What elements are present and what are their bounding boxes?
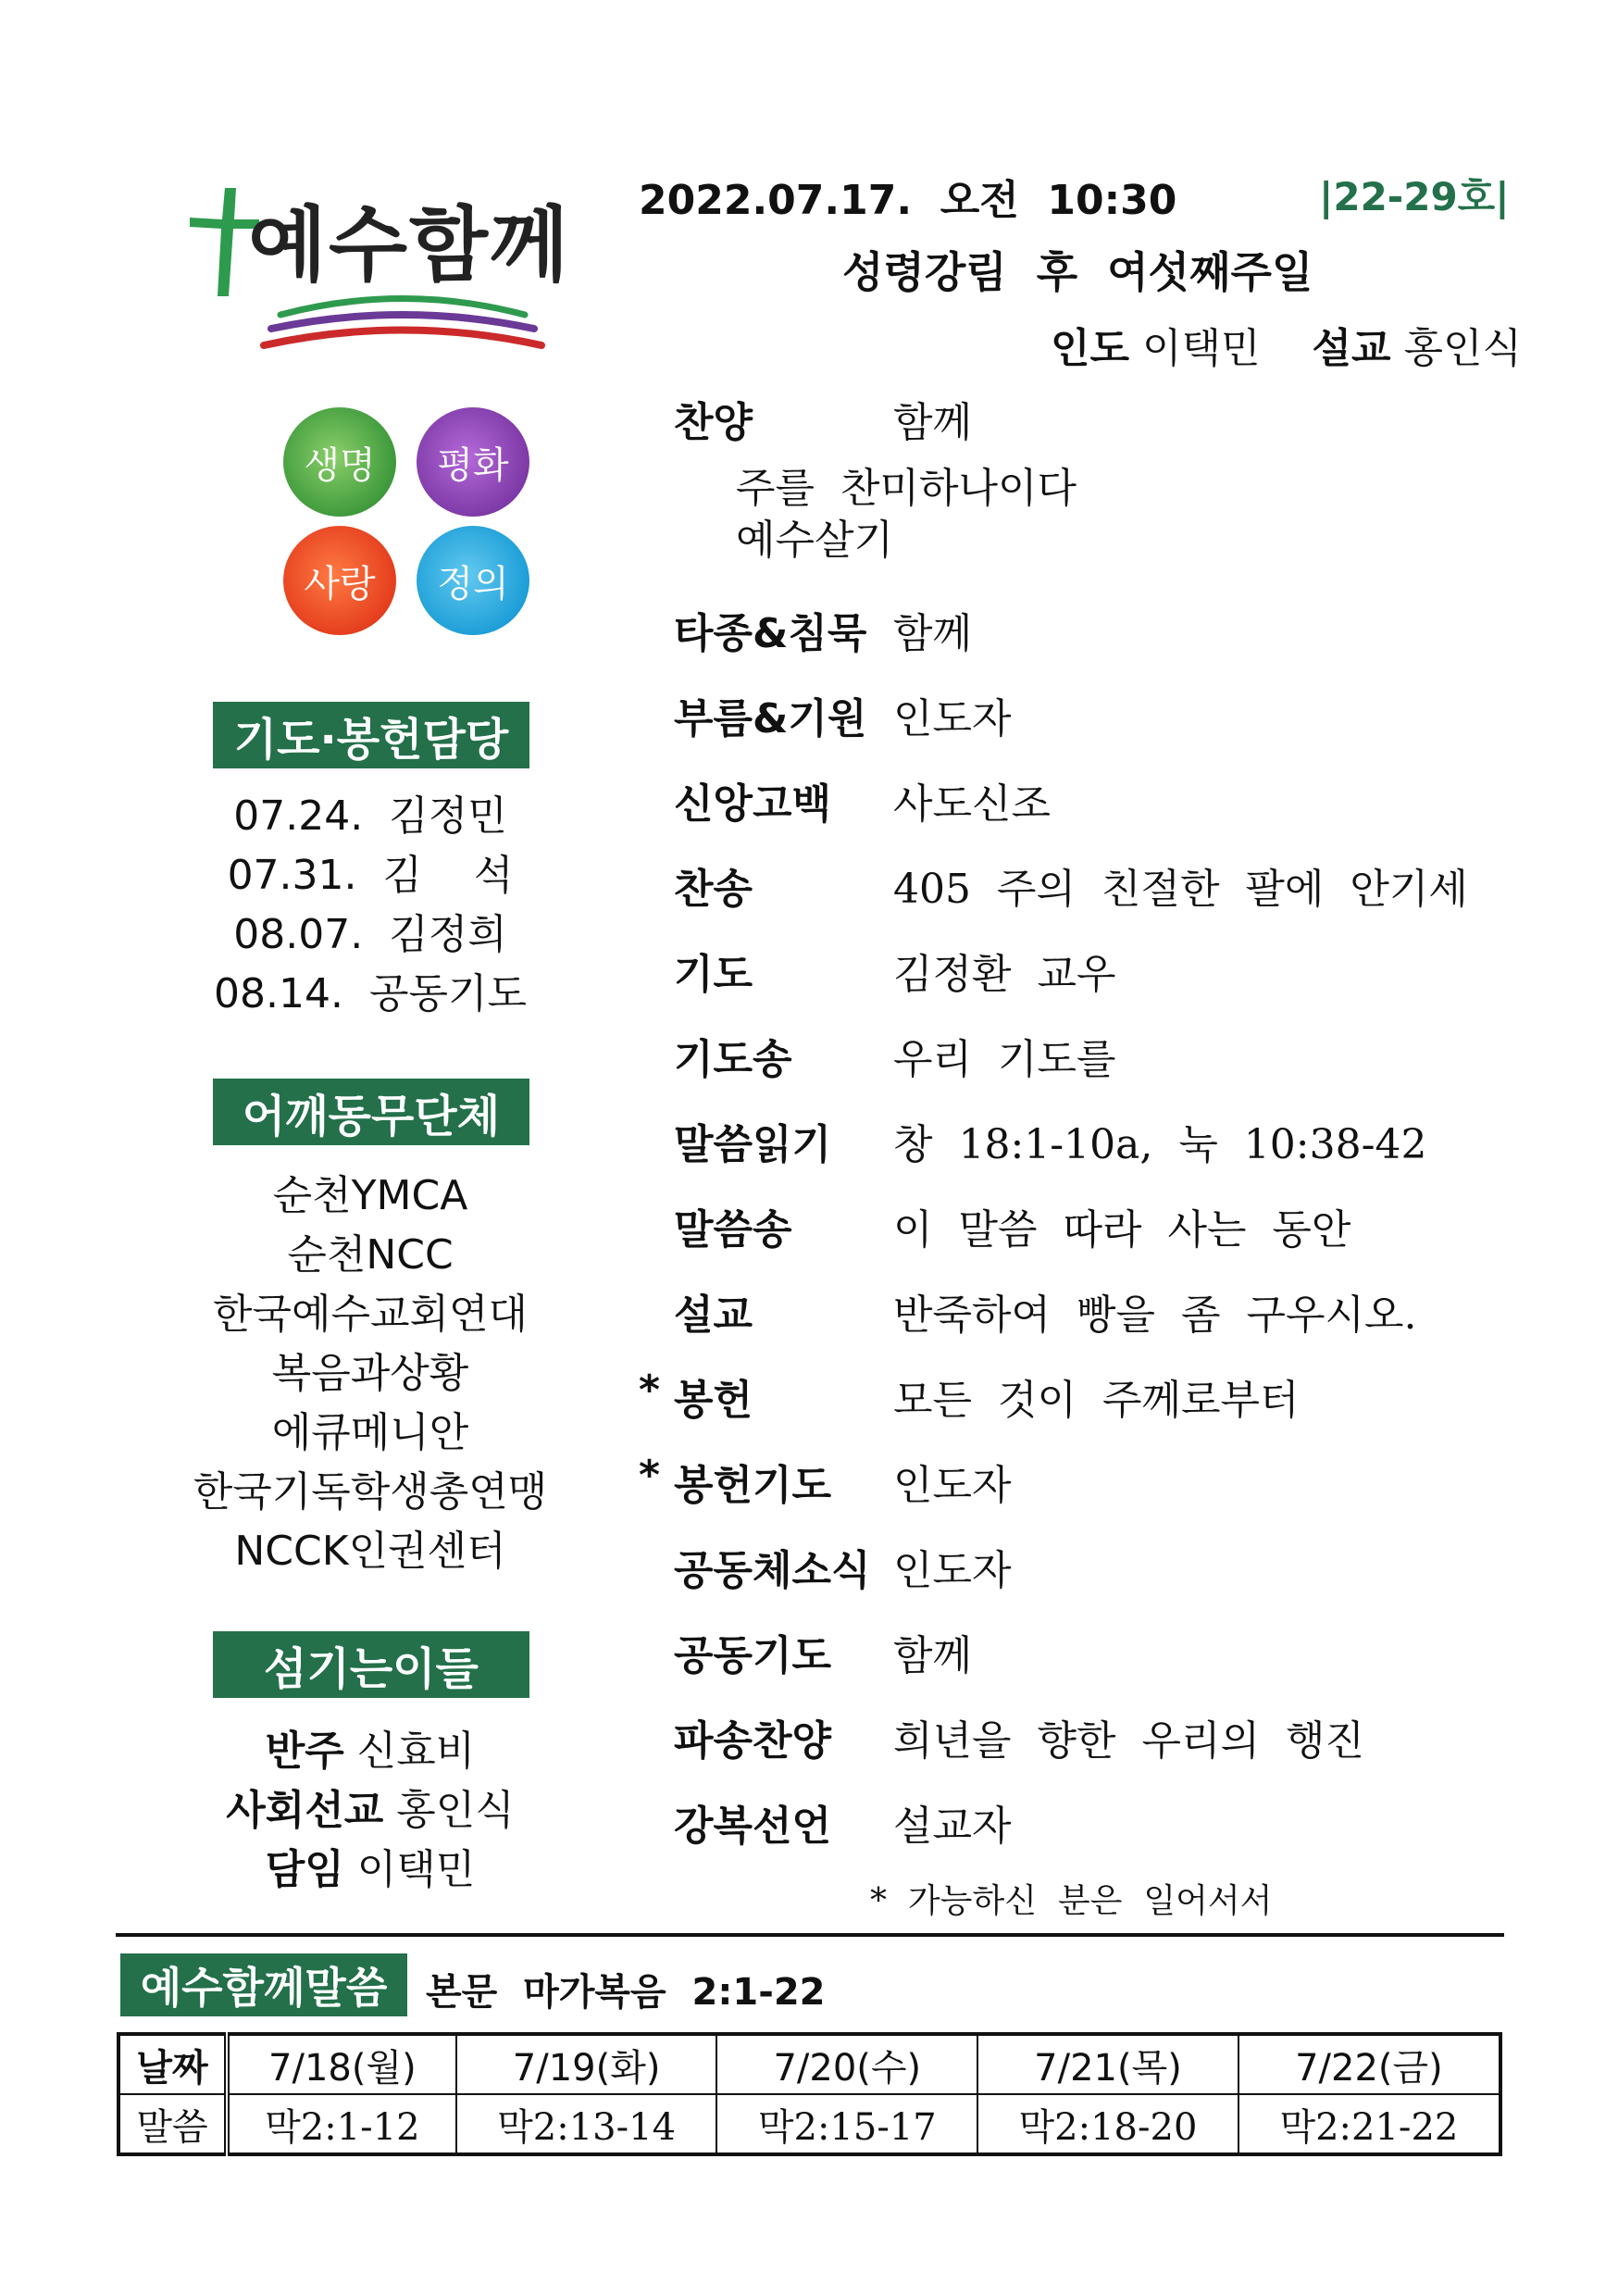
prayer-duty-item: 08.07. 김정희	[233, 911, 507, 958]
worship-row	[639, 600, 1490, 655]
worship-item-value: 인도자	[893, 695, 1012, 742]
date-cell: 7/22(금)	[1238, 2034, 1500, 2094]
worship-item-label: 기도	[674, 951, 753, 998]
worship-row	[639, 941, 1490, 996]
worship-item-label: 신앙고백	[674, 780, 832, 828]
servers-header: 섬기는이들	[213, 1631, 529, 1698]
worship-item-label: 부름&기원	[674, 695, 867, 742]
value-justice-badge: 정의	[417, 526, 529, 635]
preacher-name: 홍인식	[1403, 325, 1523, 372]
value-life-badge: 생명	[283, 407, 396, 517]
worship-item-label: 말씀송	[674, 1206, 792, 1254]
stand-note: * 가능하신 분은 일어서서	[870, 1882, 1273, 1920]
worship-item-value: 405 주의 친절한 팔에 안기세	[893, 866, 1468, 913]
worship-row	[639, 1026, 1490, 1081]
worship-row	[639, 1111, 1490, 1167]
worship-row	[639, 1792, 1490, 1848]
worship-row	[639, 1707, 1490, 1763]
standing-mark: *	[639, 1452, 661, 1499]
service-date-time: 2022.07.17. 오전 10:30	[639, 177, 1177, 224]
worship-item-label: 기도송	[674, 1036, 792, 1083]
worship-row	[639, 1281, 1490, 1337]
worship-item-value: 사도신조	[893, 780, 1052, 828]
worship-item-value: 함께	[893, 1632, 973, 1679]
arc-red	[264, 331, 541, 346]
worship-item-value: 모든 것이 주께로부터	[893, 1377, 1300, 1424]
worship-item-value: 우리 기도를	[893, 1036, 1116, 1083]
server-role: 반주	[265, 1728, 344, 1775]
worship-item-label: 봉헌	[674, 1377, 753, 1424]
partner-org-item: 에큐메니안	[271, 1409, 469, 1456]
date-cell: 7/19(화)	[456, 2034, 717, 2094]
passage-cell: 막2:13-14	[456, 2094, 717, 2154]
praise-song-item: 주를 찬미하나이다	[736, 465, 1077, 512]
daily-word-text-ref: 마가복음 2:1-22	[523, 1971, 826, 2014]
partner-org-item: NCCK인권센터	[234, 1528, 506, 1575]
worship-row	[639, 770, 1490, 826]
daily-word-header: 예수함께말씀	[120, 1953, 407, 2016]
sunday-title: 성령강림 후 여섯째주일	[842, 247, 1313, 297]
worship-item-value: 인도자	[893, 1547, 1012, 1594]
table-row	[118, 2094, 1500, 2154]
server-item	[139, 1722, 602, 1781]
worship-row	[639, 1452, 1490, 1507]
partner-org-item: 순천YMCA	[272, 1172, 468, 1219]
service-leaders	[1051, 315, 1522, 374]
worship-row	[639, 1622, 1490, 1678]
partner-org-item: 한국기독학생총연맹	[193, 1468, 548, 1516]
table-row	[118, 2034, 1500, 2094]
server-role: 사회선교	[226, 1787, 384, 1834]
worship-item-value: 함께	[893, 610, 973, 657]
prayer-duty-header: 기도·봉헌담당	[213, 702, 529, 768]
passage-cell: 막2:21-22	[1238, 2094, 1500, 2154]
prayer-duty-list	[139, 787, 602, 1024]
row-header-date: 날짜	[118, 2034, 227, 2094]
logo-text: 예수함께	[248, 197, 571, 293]
value-love-badge: 사랑	[283, 526, 396, 635]
daily-word-text	[426, 1963, 825, 2015]
worship-row	[639, 685, 1490, 741]
partner-org-item: 복음과상황	[271, 1350, 469, 1397]
worship-row	[639, 1366, 1490, 1422]
worship-item-label: 타종&침묵	[674, 610, 867, 657]
prayer-duty-item: 08.14. 공동기도	[214, 970, 527, 1017]
value-peace-badge: 평화	[417, 407, 529, 517]
worship-item-value: 이 말씀 따라 사는 동안	[893, 1206, 1351, 1254]
passage-cell: 막2:1-12	[227, 2094, 456, 2154]
worship-item-value: 반죽하여 빵을 좀 구우시오.	[893, 1292, 1417, 1339]
servers-list	[139, 1722, 602, 1900]
leader-name: 이택민	[1142, 325, 1261, 372]
server-name: 신효비	[356, 1728, 476, 1775]
daily-word-text-label: 본문	[426, 1971, 498, 2014]
date-cell: 7/20(수)	[716, 2034, 977, 2094]
issue-number: |22-29호|	[1319, 174, 1510, 219]
partner-org-item: 한국예수교회연대	[212, 1291, 529, 1338]
worship-row	[639, 389, 1490, 444]
prayer-duty-item: 07.31. 김 석	[227, 852, 514, 899]
server-item	[139, 1841, 602, 1900]
worship-item-value: 창 18:1-10a, 눅 10:38-42	[893, 1121, 1427, 1168]
worship-item-label: 설교	[674, 1292, 753, 1339]
worship-row	[639, 1537, 1490, 1592]
worship-item-label: 찬양	[674, 399, 753, 446]
server-name: 이택민	[356, 1846, 476, 1893]
worship-item-label: 공동기도	[674, 1632, 832, 1679]
worship-row	[639, 1196, 1490, 1252]
partner-orgs-list	[139, 1167, 602, 1581]
preacher-label: 설교	[1312, 325, 1391, 372]
partner-orgs-header: 어깨동무단체	[213, 1079, 529, 1145]
praise-song-item: 예수살기	[736, 517, 894, 564]
row-header-word: 말씀	[118, 2094, 227, 2154]
worship-row	[639, 855, 1490, 911]
leader-label: 인도	[1051, 325, 1130, 372]
partner-org-item: 순천NCC	[287, 1231, 454, 1279]
worship-item-label: 말씀읽기	[674, 1121, 832, 1168]
worship-item-label: 봉헌기도	[674, 1462, 832, 1509]
worship-item-value: 김정환 교우	[893, 951, 1116, 998]
worship-item-value: 인도자	[893, 1462, 1012, 1509]
worship-item-label: 파송찬양	[674, 1717, 832, 1765]
passage-cell: 막2:18-20	[977, 2094, 1238, 2154]
divider	[116, 1933, 1504, 1937]
worship-item-label: 강복선언	[674, 1803, 832, 1850]
server-item	[139, 1781, 602, 1841]
worship-item-label: 찬송	[674, 866, 753, 913]
server-role: 담임	[265, 1846, 344, 1893]
standing-mark: *	[639, 1366, 661, 1414]
date-cell: 7/18(월)	[227, 2034, 456, 2094]
worship-item-label: 공동체소식	[674, 1547, 871, 1594]
worship-item-value: 함께	[893, 399, 973, 446]
date-cell: 7/21(목)	[977, 2034, 1238, 2094]
worship-item-value: 희년을 향한 우리의 행진	[893, 1717, 1364, 1765]
passage-cell: 막2:15-17	[716, 2094, 977, 2154]
server-name: 홍인식	[396, 1787, 515, 1834]
praise-song-list	[736, 463, 1077, 567]
daily-word-table	[117, 2032, 1502, 2156]
prayer-duty-item: 07.24. 김정민	[233, 792, 507, 840]
worship-item-value: 설교자	[893, 1803, 1012, 1850]
